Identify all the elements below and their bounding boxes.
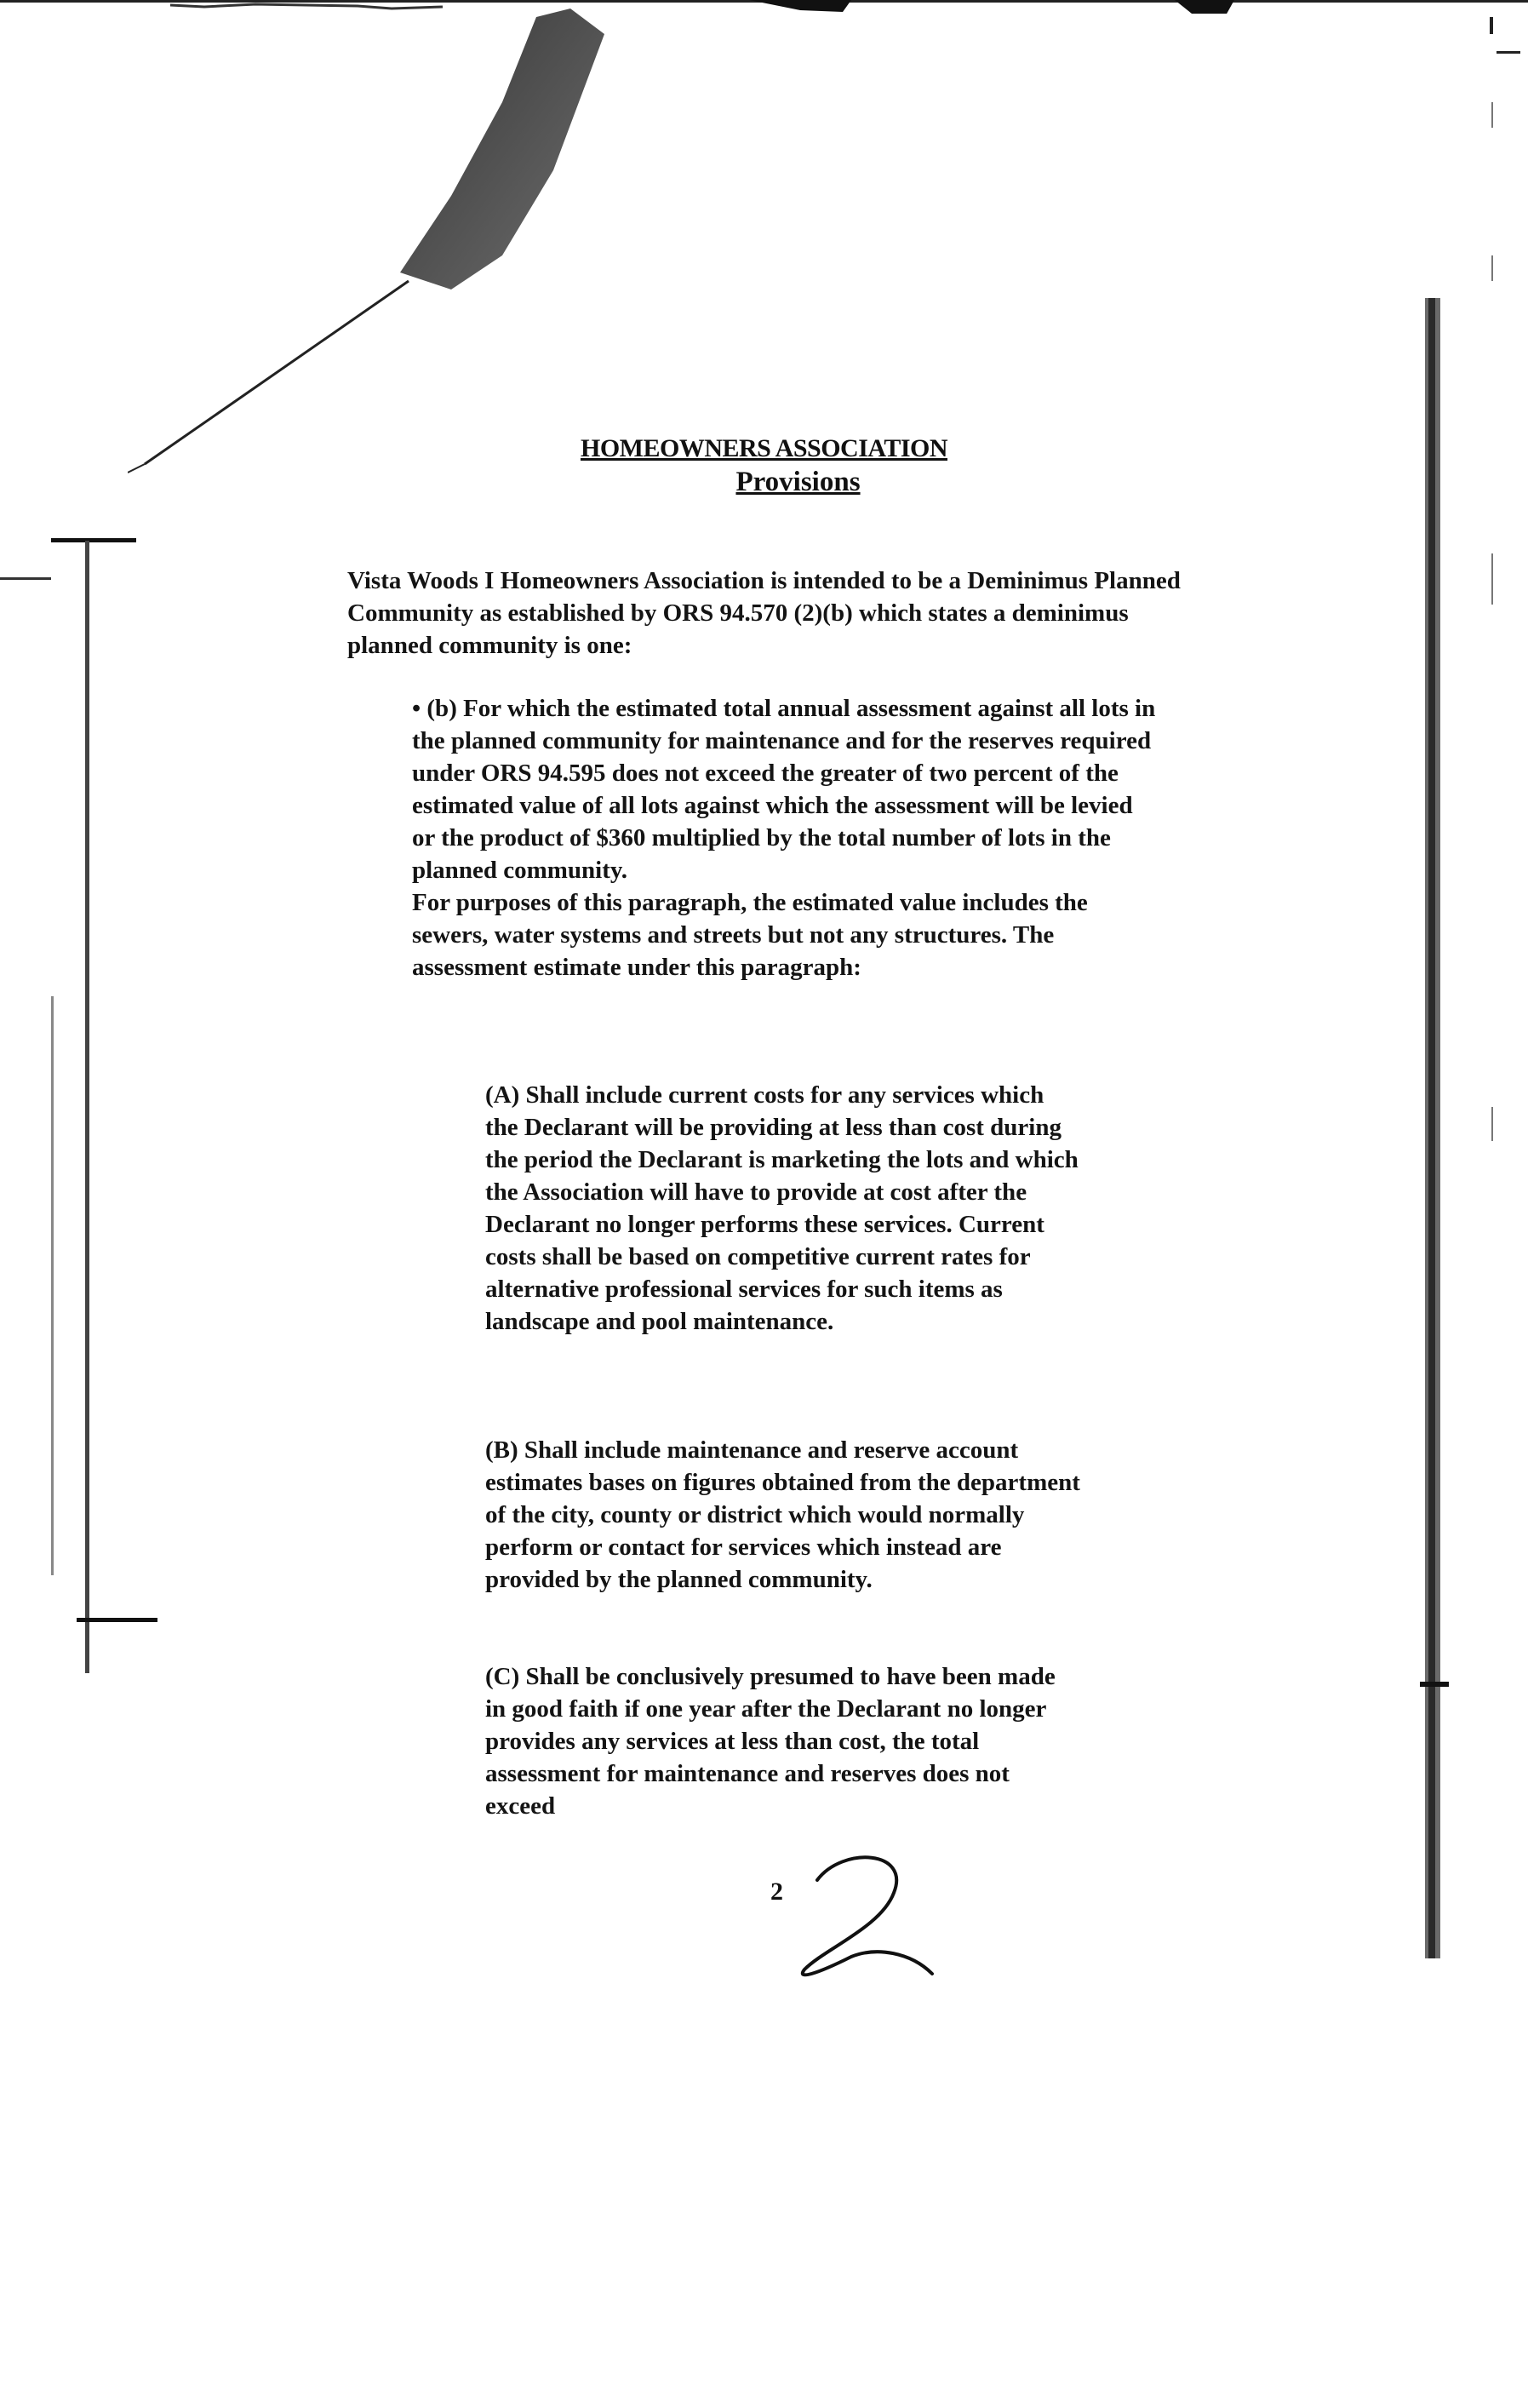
scan-left-margin-marks: [0, 502, 170, 1677]
scan-fold-shadow: [128, 0, 724, 477]
subsection-a: (A) Shall include current costs for any services which the Declarant will be providing at less than cost during the period the Declarant is marketing the lots and which the Association will have to provide at cost after the Declarant no longer performs these services. Current costs shall be based on competitive current rates for alternative professional services for such items as landscape and pool maintenance.: [485, 1081, 1079, 1335]
subsection-b: (B) Shall include maintenance and reserve account estimates bases on figures obtained from the department of the city, county or district which would normally perform or contact for services which instead are provided by the planned community.: [485, 1436, 1080, 1593]
document-heading: HOMEOWNERS ASSOCIATION: [580, 434, 948, 462]
scan-right-edge-marks: [1481, 0, 1528, 2408]
document-subheading: Provisions: [735, 467, 861, 497]
intro-paragraph: Vista Woods I Homeowners Association is intended to be a Deminimus Planned Community as established by ORS 94.570 (2)(b) which states a deminimus planned community is one:: [347, 567, 1181, 659]
scan-right-margin-strip: [1420, 298, 1449, 1958]
handwritten-page-number: [792, 1846, 936, 1982]
quoted-statute-block: [412, 692, 1161, 983]
page-number: 2: [770, 1878, 783, 1906]
subsection-c: (C) Shall be conclusively presumed to have been made in good faith if one year after the Declarant no longer provides any services at less than cost, the total assessment for maintenance and reserves does not exceed: [485, 1663, 1056, 1820]
quoted-statute-paragraph: For purposes of this paragraph, the estimated value includes the sewers, water systems and streets but not any structures. The assessment estimate under this paragraph:: [412, 889, 1088, 981]
quoted-statute-paragraph: • (b) For which the estimated total annual assessment against all lots in the planned community for maintenance and for the reserves required under ORS 94.595 does not exceed the greater of two percent of the estimated value of all lots against which the assessment will be levied or the product of $360 multiplied by the total number of lots in the planned community.: [412, 695, 1156, 884]
